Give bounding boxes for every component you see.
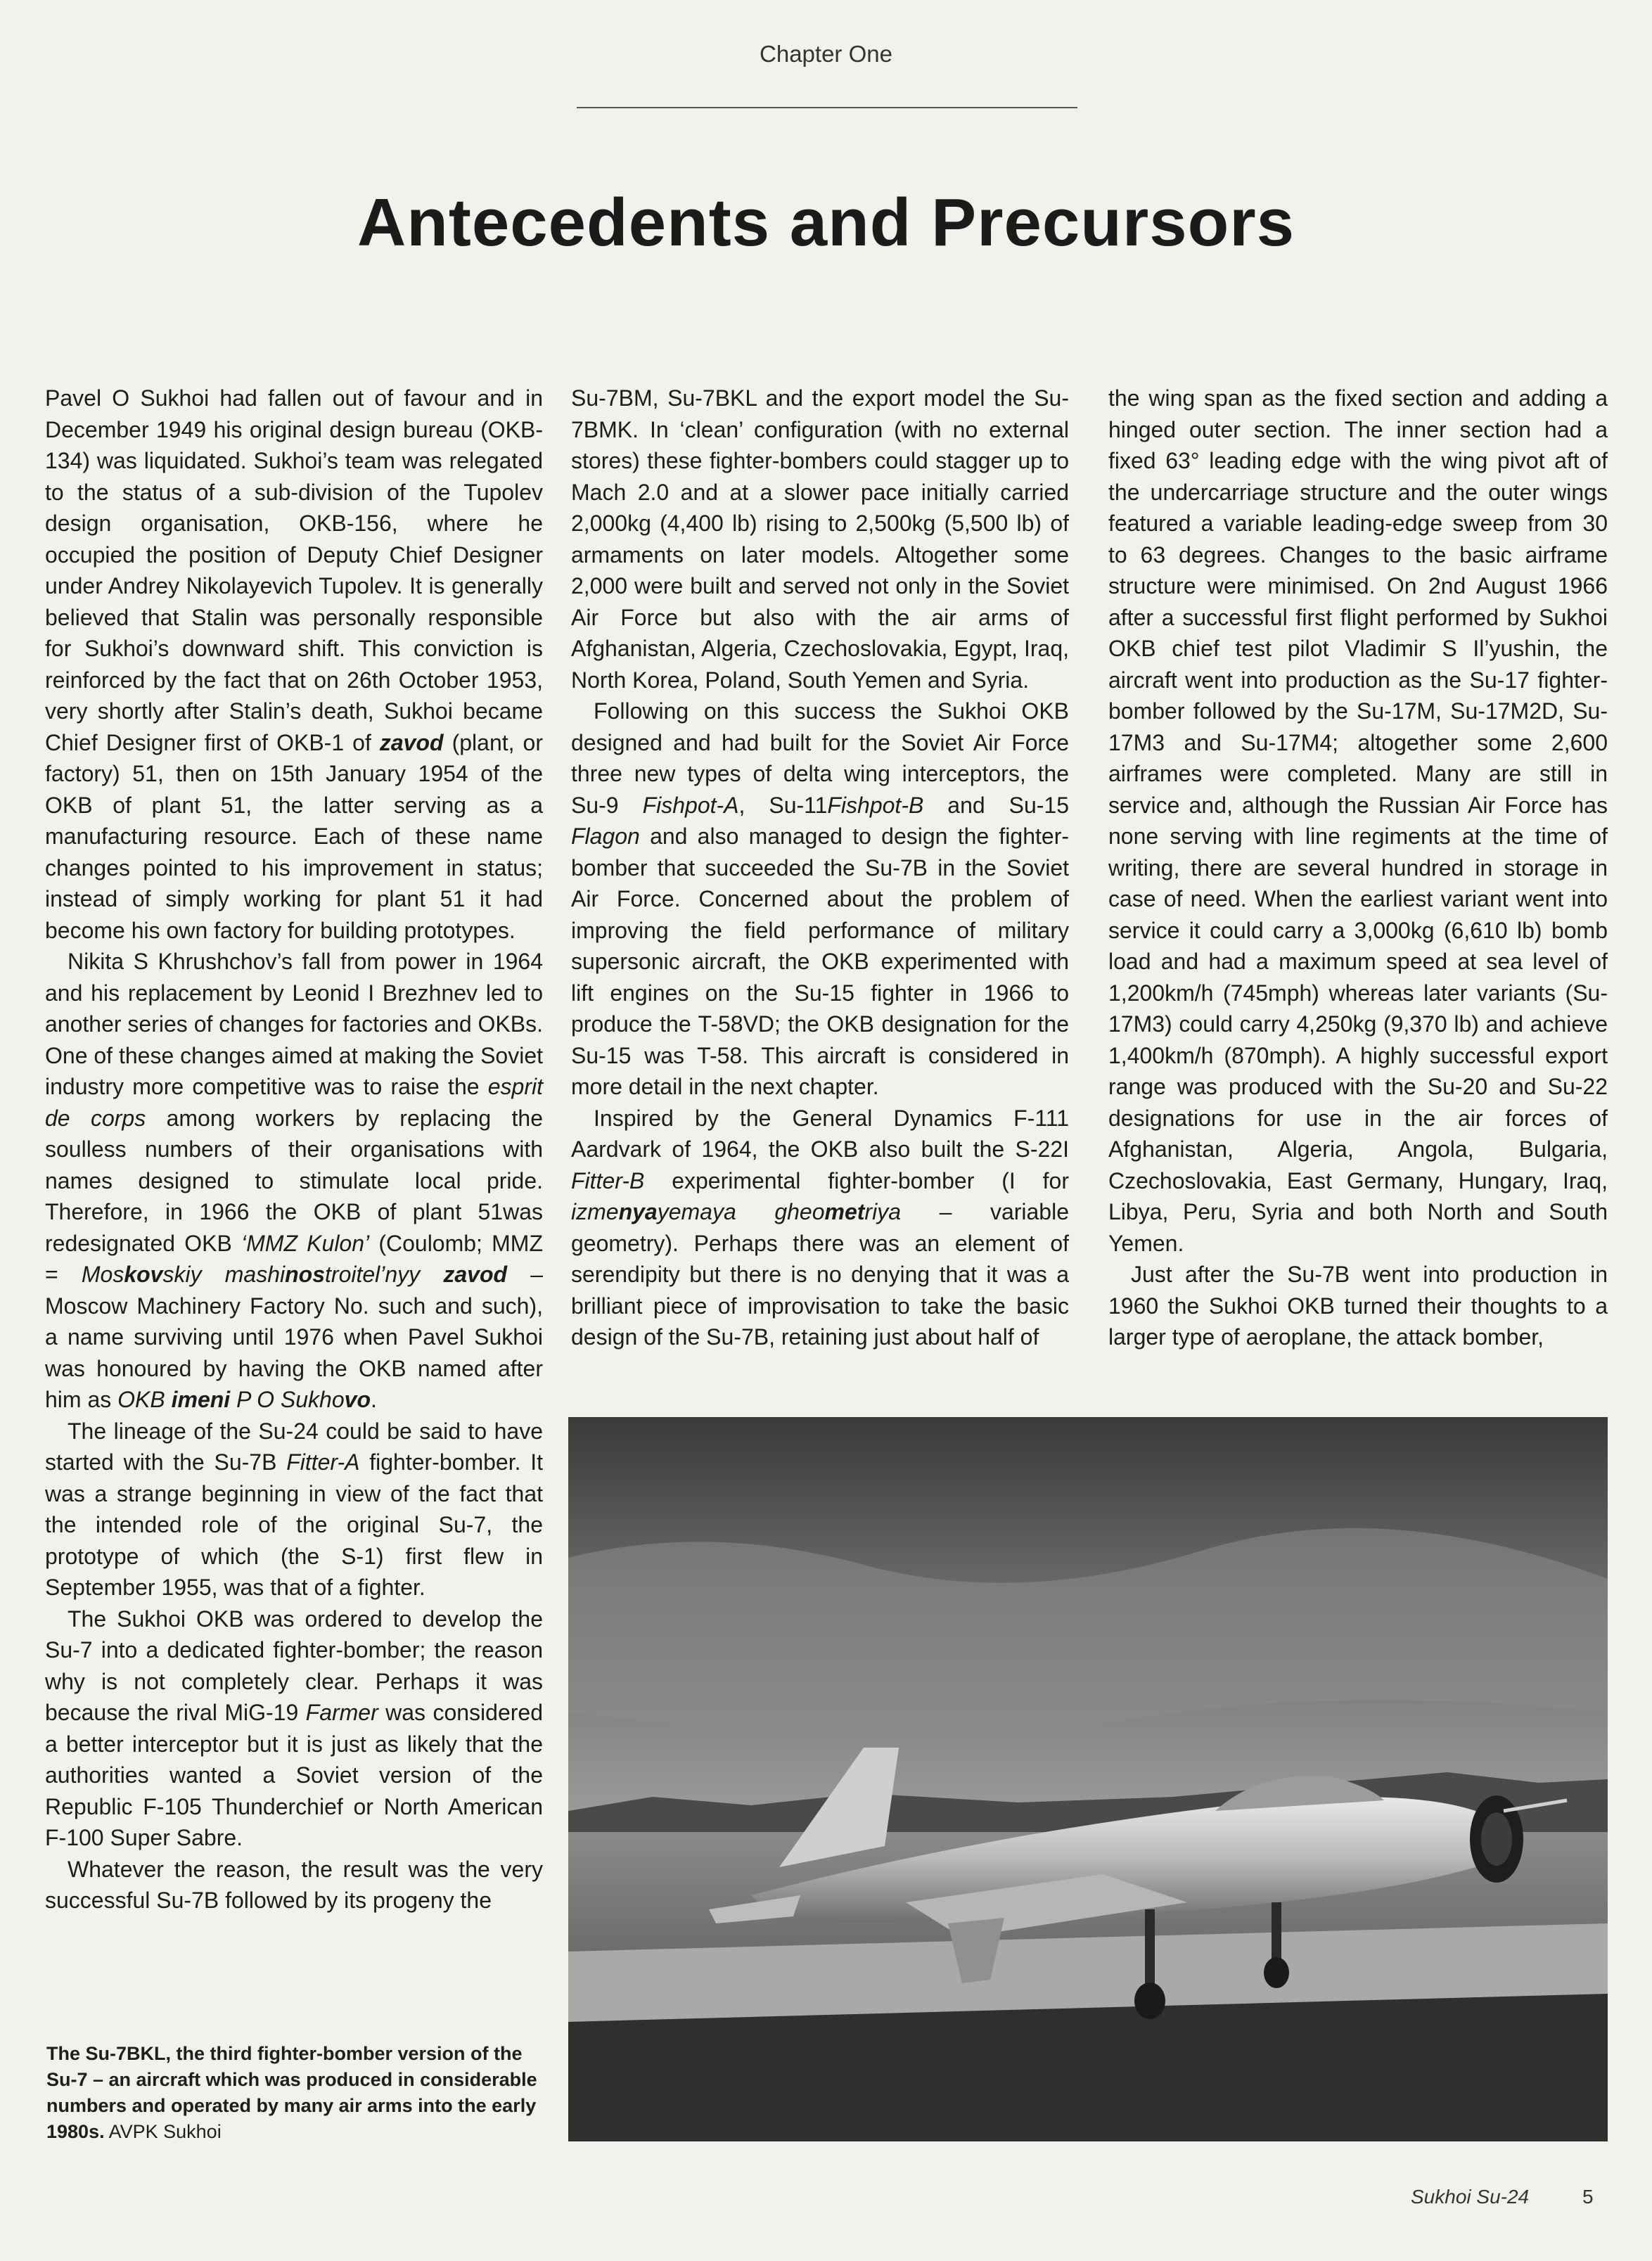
paragraph-text: skiy: [162, 1262, 225, 1287]
paragraph-text: The Sukhoi OKB was ordered to develop the Su-7 into a dedicated fighter-bomber; the reason why is not completely clear. Perhaps it was because the rival MiG-19: [45, 1606, 543, 1725]
paragraph: [1108, 383, 1608, 1259]
paragraph-text: kov: [124, 1262, 163, 1287]
paragraph: [571, 696, 1069, 1103]
paragraph-text: and Su-15: [923, 792, 1070, 818]
paragraph-text: (plant, or factory) 51, then on 15th January 1954 of the OKB of plant 51, the latter serving as a manufacturing resource. Each of these name changes pointed to his improvement in status; instead of simply working for plant 51 it had become his own factory for building prototypes.: [45, 729, 544, 943]
paragraph-text: izme: [571, 1199, 619, 1224]
chapter-label: Chapter One: [760, 41, 892, 67]
paragraph-text: and also managed to design the fighter-bomber that succeeded the Su-7B in the Soviet Air Force. Concerned about the problem of improving the field performance of military supersonic aircraft, the OKB experimented with lift engines on the Su-15 fighter in 1966 to produce the T-58VD; the OKB designation for the Su-15 was T-58. This aircraft is considered in more detail in the next chapter.: [571, 824, 1069, 1099]
paragraph-text: Mos: [81, 1262, 124, 1287]
paragraph-text: Flagon: [571, 824, 640, 849]
page-title: Antecedents and Precursors: [357, 185, 1295, 260]
footer-book-title: Sukhoi Su-24: [1411, 2186, 1530, 2208]
page-number: 5: [1582, 2186, 1594, 2208]
paragraph: [571, 383, 1069, 696]
paragraph-text: .: [370, 1387, 377, 1412]
paragraph-text: among workers by replacing the soulless numbers of their organisations with names designed to stimulate local pride. Therefore, in 1966 the OKB of plant 51was redesignated OKB: [45, 1105, 543, 1256]
paragraph-text: (Coulomb; MMZ =: [45, 1230, 544, 1287]
paragraph-text: Inspired by the General Dynamics F-111 Aardvark of 1964, the OKB also built the S-22I: [571, 1105, 1069, 1162]
paragraph-text: experimental fighter-bomber (I for: [644, 1167, 1069, 1193]
paragraph: [1108, 1259, 1608, 1353]
aircraft-photo: [568, 1417, 1608, 2141]
paragraph-text: OKB: [117, 1387, 172, 1412]
chapter-rule: [577, 107, 1077, 108]
paragraph-text: – variable geometry). Perhaps there was an element of serendipity but there is no denying that it was a brilliant piece of improvisation to take the basic design of the Su-7B, retaining just about half of: [571, 1199, 1069, 1350]
paragraph-text: Fishpot-B: [827, 792, 924, 818]
paragraph-text: Fitter-A: [286, 1449, 360, 1475]
paragraph-text: Sukho: [280, 1387, 345, 1412]
text-column-2: [571, 383, 1069, 1353]
paragraph-text: met: [824, 1199, 865, 1224]
paragraph-text: P O: [230, 1387, 281, 1412]
paragraph-text: Following on this success the Sukhoi OKB designed and had built for the Soviet Air Force three new types of delta wing interceptors, the Su-9: [571, 698, 1069, 818]
paragraph-text: zavod: [379, 729, 444, 755]
paragraph: [45, 1854, 543, 1916]
text-column-3: [1108, 383, 1608, 1353]
paragraph: [45, 946, 543, 1416]
paragraph-text: zavod: [443, 1262, 508, 1287]
paragraph-text: imeni: [171, 1387, 231, 1412]
paragraph-text: nya: [618, 1199, 658, 1224]
paragraph: [45, 1416, 543, 1603]
paragraph: [45, 1603, 543, 1854]
paragraph-text: the wing span as the fixed section and adding a hinged outer section. The inner section had a fixed 63° leading edge with the wing pivot aft of the undercarriage structure and the outer wings featured a variable leading-edge sweep from 30 to 63 degrees. Changes to the basic airframe structure were minimised. On 2nd August 1966 after a successful first flight performed by Sukhoi OKB chief test pilot Vladimir S Il’yushin, the aircraft went into production as the Su-17 fighter-bomber followed by the Su-17M, Su-17M2D, Su-17M3 and Su-17M4; altogether some 2,600 airframes were completed. Many are still in service and, although the Russian Air Force has none serving with line regiments at the time of writing, there are several hundred in storage in case of need. When the earliest variant went into service it could carry a 3,000kg (6,610 lb) bomb load and had a maximum speed at sea level of 1,200km/h (745mph) whereas later variants (Su-17M3) could carry 4,250kg (9,370 lb) and achieve 1,400km/h (870mph). A highly successful export range was produced with the Su-20 and Su-22 designations for use in the air forces of Afghanistan, Algeria, Angola, Bulgaria, Czechoslovakia, East Germany, Hungary, Iraq, Libya, Peru, Syria and both North and South Yemen.: [1108, 385, 1608, 1256]
paragraph-text: Pavel O Sukhoi had fallen out of favour and in December 1949 his original design bureau (OKB-134) was liquidated. Sukhoi’s team was relegated to the status of a sub-division of the Tupolev design organisation, OKB-156, where he occupied the position of Deputy Chief Designer under Andrey Nikolayevich Tupolev. It is generally believed that Stalin was personally responsible for Sukhoi’s downward shift. This conviction is reinforced by the fact that on 26th October 1953, very shortly after Stalin’s death, Sukhoi became Chief Designer first of OKB-1 of: [45, 385, 543, 755]
paragraph-text: fighter-bomber. It was a strange beginning in view of the fact that the intended role of the original Su-7, the prototype of which (the S-1) first flew in September 1955, was that of a fighter.: [45, 1449, 544, 1600]
paragraph-text: yemaya: [657, 1199, 775, 1224]
paragraph-text: ‘MMZ Kulon’: [241, 1230, 370, 1256]
paragraph-text: troitel’nyy: [325, 1262, 444, 1287]
paragraph-text: The lineage of the Su-24 could be said to have started with the Su-7B: [45, 1418, 543, 1475]
paragraph-text: Fitter-B: [571, 1167, 645, 1193]
paragraph-text: nos: [285, 1262, 326, 1287]
paragraph: [45, 383, 543, 946]
paragraph: [571, 1103, 1069, 1353]
paragraph-text: Farmer: [305, 1700, 378, 1725]
paragraph-text: – Moscow Machinery Factory No. such and such), a name surviving until 1976 when Pavel Sukhoi was honoured by having the OKB named after him as: [45, 1262, 544, 1412]
paragraph-text: vo: [344, 1387, 371, 1412]
paragraph-text: Su-7BM, Su-7BKL and the export model the Su-7BMK. In ‘clean’ configuration (with no external stores) these fighter-bombers could stagger up to Mach 2.0 and at a slower pace initially carried 2,000kg (4,400 lb) rising to 2,500kg (5,500 lb) of armaments on later models. Altogether some 2,000 were built and served not only in the Soviet Air Force but also with the air arms of Afghanistan, Algeria, Czechoslovakia, Egypt, Iraq, North Korea, Poland, South Yemen and Syria.: [571, 385, 1069, 693]
paragraph-text: mashi: [224, 1262, 286, 1287]
paragraph-text: Fishpot-A: [642, 792, 739, 818]
paragraph-text: Nikita S Khrushchov’s fall from power in 1964 and his replacement by Leonid I Brezhnev led to another series of changes for factories and OKBs. One of these changes aimed at making the Soviet industry more competitive was to raise the: [45, 949, 543, 1099]
paragraph-text: gheo: [774, 1199, 825, 1224]
paragraph-text: Whatever the reason, the result was the very successful Su-7B followed by its progeny the: [45, 1856, 543, 1913]
text-column-1: [45, 383, 543, 1916]
photo-caption: [46, 2041, 539, 2145]
caption-text: The Su-7BKL, the third fighter-bomber version of the Su-7 – an aircraft which was produced in considerable numbers and operated by many air arms into the early 1980s.: [46, 2043, 537, 2142]
paragraph-text: , Su-11: [738, 792, 828, 818]
paragraph-text: Just after the Su-7B went into production in 1960 the Sukhoi OKB turned their thoughts to a larger type of aeroplane, the attack bomber,: [1108, 1262, 1608, 1350]
photo-credit: AVPK Sukhoi: [104, 2121, 222, 2142]
paragraph-text: was considered a better interceptor but it is just as likely that the authorities wanted a Soviet version of the Republic F-105 Thunderchief or North American F-100 Super Sabre.: [45, 1700, 543, 1850]
paragraph-text: riya: [864, 1199, 901, 1224]
paragraph-text: esprit de corps: [45, 1074, 543, 1131]
